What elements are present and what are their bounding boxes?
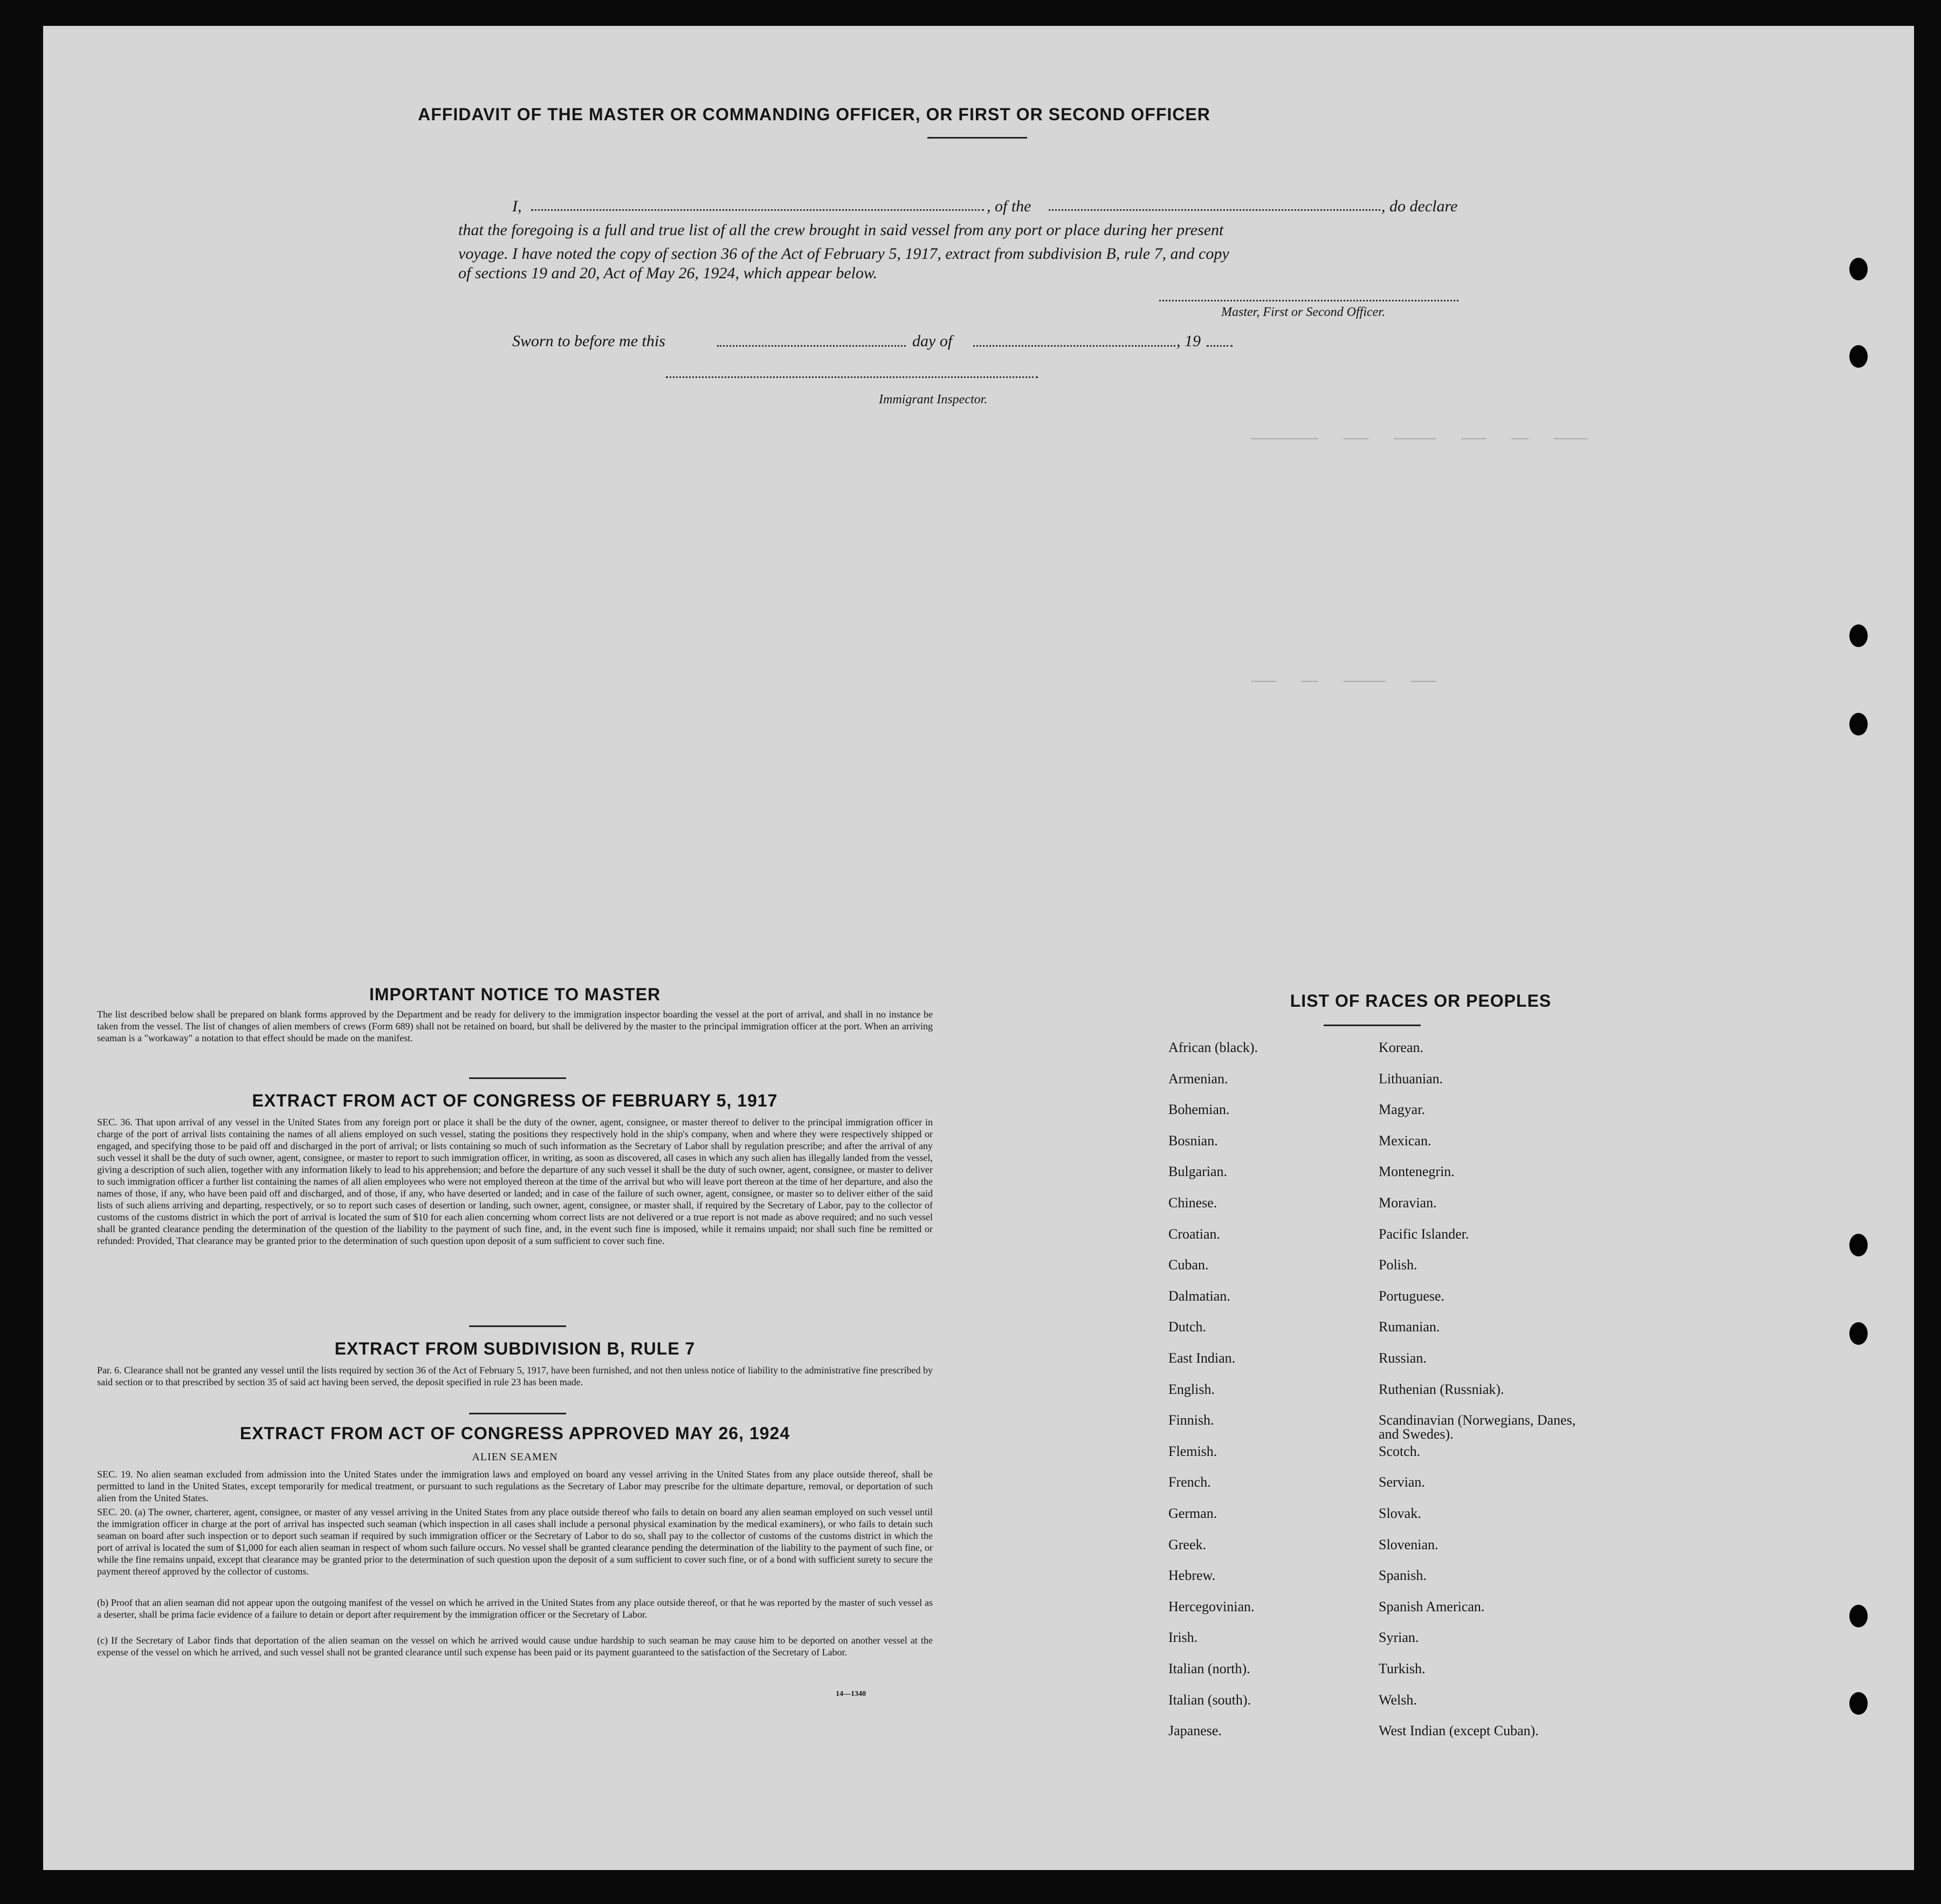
race-item: Magyar. <box>1379 1102 1425 1118</box>
race-item: Pacific Islander. <box>1379 1226 1469 1242</box>
race-item: Mexican. <box>1379 1132 1431 1149</box>
document-page <box>43 26 1914 1870</box>
punch-hole <box>1849 1692 1868 1715</box>
sworn-day-blank <box>717 345 906 347</box>
race-item: Slovak. <box>1379 1506 1421 1521</box>
section-20c-text: (c) If the Secretary of Labor finds that deportation of the alien seaman on the vessel on which he arrived would cause undue hardship to such seaman he may cause him to be deported on another vessel at the expense of the vessel on which he arrived, and such vessel shall not be granted clearance until such expense has been paid or its payment guaranteed to the satisfaction of the Secretary of Labor. <box>97 1635 933 1658</box>
race-item: German. <box>1168 1506 1217 1521</box>
race-item: Rumanian. <box>1379 1319 1440 1335</box>
bleed-through-text: ———————— ——— ————— ——— —— ———— <box>1251 430 1588 446</box>
race-item: Turkish. <box>1379 1661 1426 1676</box>
races-rule <box>1324 1025 1421 1026</box>
race-item: Spanish. <box>1379 1568 1427 1584</box>
races-title: LIST OF RACES OR PEOPLES <box>1290 991 1552 1011</box>
race-item: East Indian. <box>1168 1350 1236 1366</box>
name-blank <box>531 209 984 211</box>
race-item: French. <box>1168 1474 1211 1490</box>
race-item: Irish. <box>1168 1630 1198 1646</box>
year-prefix: , 19 <box>1176 332 1201 350</box>
race-item: Moravian. <box>1379 1195 1437 1211</box>
race-item: Hebrew. <box>1168 1568 1216 1584</box>
section-20b-text: (b) Proof that an alien seaman did not appear upon the outgoing manifest of the vessel on which he arrived in the United States from any place outside thereof, or that he was reported by the master of such vessel as a deserter, shall be prima facie evidence of a failure to detain or deport after requirement by the immigration officer or the Secretary of Labor. <box>97 1597 933 1620</box>
race-item: Cuban. <box>1168 1257 1209 1273</box>
sworn-label: Sworn to before me this <box>512 332 665 350</box>
race-item: Russian. <box>1379 1350 1427 1366</box>
race-item: Armenian. <box>1168 1070 1228 1087</box>
race-item: Polish. <box>1379 1257 1417 1273</box>
race-item: Bosnian. <box>1168 1132 1218 1149</box>
punch-hole <box>1849 345 1868 368</box>
alien-seamen-subtitle: ALIEN SEAMEN <box>472 1451 558 1463</box>
month-blank <box>973 345 1175 347</box>
section-19-text: SEC. 19. No alien seaman excluded from admission into the United States under the immigration laws and employed on board any vessel arriving in the United States from any place outside thereof, shall be permitted to land in the United States, except temporarily for medical treatment, or pursuant to such regulations as the Secretary of Labor may prescribe for the ultimate departure, removal, or deportation of such alien from the United States. <box>97 1469 933 1503</box>
race-item: Japanese. <box>1168 1723 1222 1739</box>
race-item: Greek. <box>1168 1536 1207 1552</box>
race-item: Finnish. <box>1168 1412 1214 1428</box>
affidavit-line-2: that the foregoing is a full and true list of all the crew brought in said vessel from any port or place during her present <box>458 221 1224 239</box>
section-rule <box>469 1413 566 1414</box>
extract-1917-text: SEC. 36. That upon arrival of any vessel in the United States from any foreign port or place it shall be the duty of the owner, agent, consignee, or master thereof to deliver to the principal immigration officer in charge of the port of arrival lists containing the names of all aliens employed on such vessel, stating the positions they respectively hold in the ship's company, when and where they were respectively shipped or engaged, and specifying those to be paid off and discharged in the port of arrival; or lists containing so much of such information as the Secretary of Labor shall by regulation prescribe; and after the arrival of any such vessel it shall be the duty of such owner, agent, consignee, or master to report to such immigration officer, in writing, as soon as discovered, all cases in which any such alien has illegally landed from the vessel, giving a description of such alien, together with any information likely to lead to his apprehension; and before the departure of any such vessel it shall be the duty of such owner, agent, consignee, or master to deliver to such immigration officer a further list containing the names of all alien employees who were not employed thereon at the time of the arrival but who will leave port thereon at the time of her departure, and also the names of those, if any, who have been paid off and discharged, and of those, if any, who have deserted or landed; and in case of the failure of such owner, agent, consignee, or master so to deliver either of the said lists of such aliens arriving and departing, respectively, or so to report such cases of desertion or landing, such owner, agent, consignee, or master shall, if required by the Secretary of Labor, pay to the collector of customs of the customs district in which the port of arrival is located the sum of $10 for each alien concerning whom correct lists are not delivered or a true report is not made as above required; and no such vessel shall be granted clearance pending the determination of the question of the liability to the payment of such fine, and, in the event such fine is imposed, while it remains unpaid; nor shall such fine be remitted or refunded: Provided, That clearance may be granted prior to the determination of such question upon deposit of a sum sufficient to cover such fine. <box>97 1117 933 1246</box>
rule-7-text: Par. 6. Clearance shall not be granted any vessel until the lists required by section 36 of the Act of February 5, 1917, have been furnished, and not then unless notice of liability to the administrative fine prescribed by said section or to that prescribed by section 35 of said act having been served, the deposit specified in rule 23 has been made. <box>97 1365 933 1387</box>
inspector-signature-line <box>666 376 1038 378</box>
title-rule <box>927 137 1027 139</box>
race-item: Slovenian. <box>1379 1536 1438 1552</box>
punch-hole <box>1849 1605 1868 1627</box>
race-item: Welsh. <box>1379 1692 1417 1708</box>
race-item: Flemish. <box>1168 1443 1217 1459</box>
race-item: Spanish American. <box>1379 1598 1485 1614</box>
race-item: Servian. <box>1379 1474 1425 1490</box>
punch-hole <box>1849 713 1868 736</box>
race-item: Croatian. <box>1168 1226 1221 1242</box>
punch-hole <box>1849 624 1868 647</box>
affidavit-i-label: I, <box>512 197 522 215</box>
vessel-blank <box>1049 209 1380 211</box>
notice-title: IMPORTANT NOTICE TO MASTER <box>369 985 661 1004</box>
race-item: English. <box>1168 1381 1215 1397</box>
race-item: Portuguese. <box>1379 1288 1445 1304</box>
affidavit-line-4: of sections 19 and 20, Act of May 26, 1924, which appear below. <box>458 264 878 282</box>
affidavit-line-3: voyage. I have noted the copy of section 36 of the Act of February 5, 1917, extract from subdivision B, rule 7, and copy <box>458 245 1229 263</box>
notice-text: The list described below shall be prepared on blank forms approved by the Department and be ready for delivery to the immigration inspector boarding the vessel at the port of arrival, and shall in no instance be taken from the vessel. The list of changes of alien members of crews (Form 689) shall not be retained on board, but shall be delivered by the master to the principal immigration officer at the port. When an arriving seaman is a "workaway" a notation to that effect should be made on the manifest. <box>97 1009 933 1043</box>
master-caption: Master, First or Second Officer. <box>1221 305 1385 319</box>
day-of-label: day of <box>912 332 953 350</box>
section-rule <box>469 1077 566 1079</box>
affidavit-title: AFFIDAVIT OF THE MASTER OR COMMANDING OFFICER, OR FIRST OR SECOND OFFICER <box>418 105 1210 124</box>
rule-7-title: EXTRACT FROM SUBDIVISION B, RULE 7 <box>334 1339 696 1358</box>
form-number: 14—1340 <box>836 1690 866 1698</box>
race-item: Scotch. <box>1379 1443 1421 1459</box>
extract-1924-title: EXTRACT FROM ACT OF CONGRESS APPROVED MAY 26, 1924 <box>239 1424 790 1443</box>
punch-hole <box>1849 1322 1868 1345</box>
inspector-caption: Immigrant Inspector. <box>879 393 988 407</box>
race-item: West Indian (except Cuban). <box>1379 1723 1539 1739</box>
master-signature-line <box>1159 300 1458 301</box>
race-item: Bohemian. <box>1168 1102 1230 1118</box>
affidavit-do-declare: , do declare <box>1381 197 1458 215</box>
year-blank <box>1207 345 1233 347</box>
section-rule <box>469 1325 566 1327</box>
race-item: Chinese. <box>1168 1195 1217 1211</box>
race-item: Hercegovinian. <box>1168 1598 1255 1614</box>
race-item: Dutch. <box>1168 1319 1207 1335</box>
race-item: Ruthenian (Russniak). <box>1379 1381 1504 1397</box>
race-item: Lithuanian. <box>1379 1070 1443 1087</box>
bleed-through-text: ——— —— ————— ——— <box>1251 673 1436 689</box>
race-item: Scandinavian (Norwegians, Danes, and Swedes). <box>1379 1412 1576 1442</box>
section-20a-text: SEC. 20. (a) The owner, charterer, agent, consignee, or master of any vessel arriving in the United States from any place outside thereof who fails to detain on board any alien seaman employed on such vessel until the immigration officer in charge at the port of arrival has inspected such seaman (which inspection in all cases shall include a personal physical examination by the medical examiners), or who fails to detain such seaman on board after such inspection or to deport such seaman if required by such immigration officer or the Secretary of Labor to do so, shall pay to the collector of customs of the customs district in which the port of arrival is located the sum of $1,000 for each alien seaman in respect of whom such failure occurs. No vessel shall be granted clearance pending the determination of the liability to the payment of such fine, or while the fine remains unpaid, except that clearance may be granted prior to the determination of such question upon the deposit of a sum sufficient to cover such fine, or of a bond with sufficient surety to secure the payment thereof approved by the collector of customs. <box>97 1507 933 1577</box>
race-item: Montenegrin. <box>1379 1164 1455 1180</box>
race-item: Syrian. <box>1379 1630 1419 1646</box>
race-item: Italian (south). <box>1168 1692 1251 1708</box>
race-item: Bulgarian. <box>1168 1164 1228 1180</box>
race-item: Dalmatian. <box>1168 1288 1230 1304</box>
race-item: African (black). <box>1168 1040 1258 1055</box>
race-item: Italian (north). <box>1168 1661 1250 1676</box>
punch-hole <box>1849 1234 1868 1256</box>
extract-1917-title: EXTRACT FROM ACT OF CONGRESS OF FEBRUARY 5, 1917 <box>252 1091 778 1110</box>
affidavit-of-the: , of the <box>987 197 1031 215</box>
race-item: Korean. <box>1379 1040 1424 1055</box>
punch-hole <box>1849 258 1868 280</box>
